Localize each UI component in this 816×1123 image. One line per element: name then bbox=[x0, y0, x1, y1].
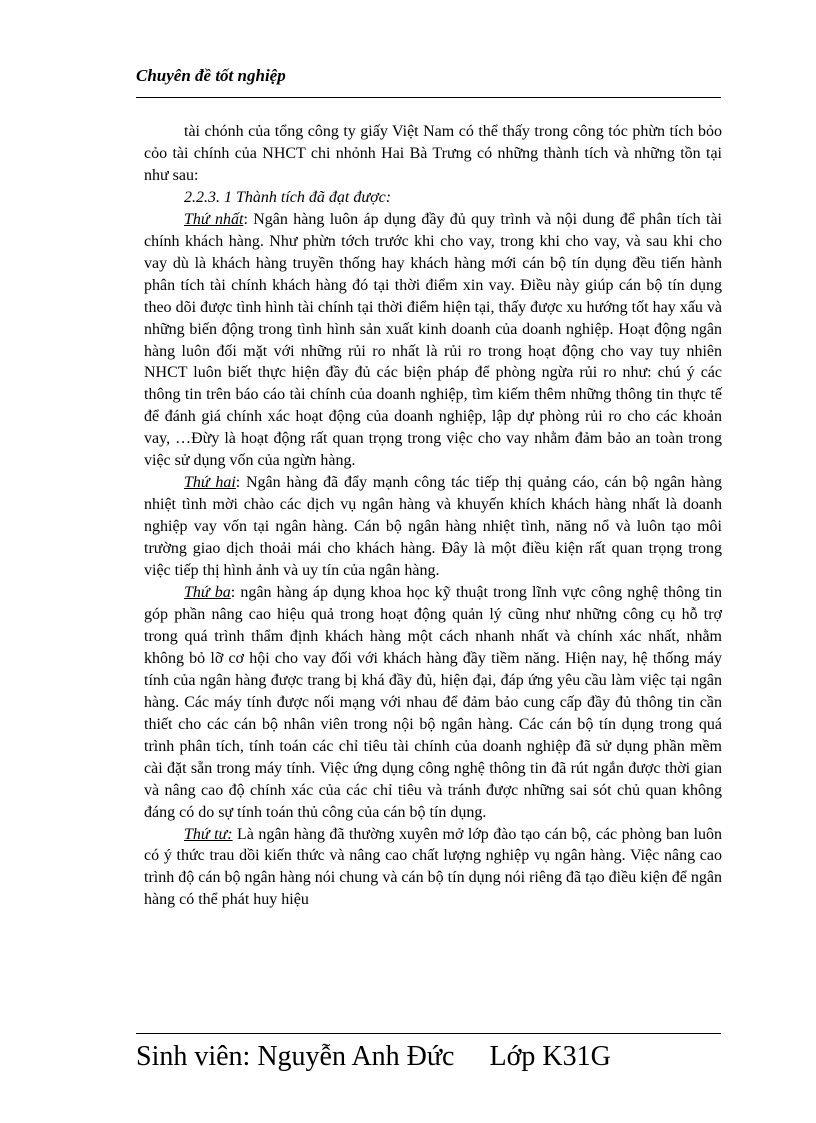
page-header-title: Chuyên đề tốt nghiệp bbox=[136, 66, 286, 85]
document-body bbox=[144, 121, 722, 911]
paragraph-fourth-text: Là ngân hàng đã thường xuyên mở lớp đào tạo cán bộ, các phòng ban luôn có ý thức trau dồi kiến thức và nâng cao chất lượng nghiệp vụ ngân hàng. Việc nâng cao trình độ cán bộ ngân hàng nói chung và cán bộ tín dụng nói riêng đã tạo điều kiện để ngân hàng có thể phát huy hiệu bbox=[144, 825, 723, 909]
paragraph-third bbox=[144, 582, 722, 823]
paragraph-fourth bbox=[144, 824, 722, 912]
footer-divider bbox=[136, 1033, 721, 1034]
section-heading: 2.2.3. 1 Thành tích đã đạt được: bbox=[184, 188, 392, 206]
paragraph-first-text: : Ngân hàng luôn áp dụng đầy đủ quy trình và nội dung để phân tích tài chính khách hàng. Như phừn tớch trước khi cho vay, trong khi cho vay, và sau khi cho vay dù là khách hàng truyền thống hay khách hàng mới cán bộ tín dụng đều tiến hành phân tích tài chính khách hàng đó tại thời điểm xin vay. Điều này giúp cán bộ tín dụng theo dõi được tình hình tài chính tại thời điểm hiện tại, thấy được xu hướng tốt hay xấu và những biến động trong tình hình sản xuất kinh doanh của doanh nghiệp. Hoạt động ngân hàng luôn đối mặt với những rủi ro nhất là rủi ro trong hoạt động cho vay tuy nhiên NHCT luôn biết thực hiện đầy đủ các biện pháp để phòng ngừa rủi ro như: chú ý các thông tin trên báo cáo tài chính của doanh nghiệp, tìm kiếm thêm những thông tin thực tế để đánh giá chính xác hoạt động của doanh nghiệp, lập dự phòng rủi ro cho các khoản vay, …Đừy là hoạt động rất quan trọng trong việc cho vay nhằm đảm bảo an toàn trong việc sử dụng vốn của ngừn hàng. bbox=[144, 210, 722, 470]
paragraph-third-text: : ngân hàng áp dụng khoa học kỹ thuật trong lĩnh vực công nghệ thông tin góp phần nâng cao hiệu quả trong hoạt động quản lý cũng như những công cụ hỗ trợ trong quá trình thẩm định khách hàng một cách nhanh nhất và chính xác nhất, nhằm không bỏ lỡ cơ hội cho vay đối với khách hàng đầy tiềm năng. Hiện nay, hệ thống máy tính của ngân hàng được trang bị khá đầy đủ, hiện đại, đáp ứng yêu cầu làm việc tại ngân hàng. Các máy tính được nối mạng với nhau để đảm bảo cung cấp đầy đủ thông tin cần thiết cho các cán bộ nhân viên trong nội bộ ngân hàng. Các cán bộ tín dụng trong quá trình phân tích, tính toán các chỉ tiêu tài chính của doanh nghiệp đã sử dụng phần mềm cài đặt sẵn trong máy tính. Việc ứng dụng công nghệ thông tin đã rút ngắn được thời gian và nâng cao độ chính xác của các chỉ tiêu và tránh được những sai sót chủ quan không đáng có do sự tính toán thủ công của cán bộ tín dụng. bbox=[144, 584, 723, 821]
paragraph-third-lead: Thứ ba bbox=[184, 584, 231, 602]
paragraph-second-lead: Thứ hai bbox=[184, 474, 236, 492]
paragraph-second-text: : Ngân hàng đã đẩy mạnh công tác tiếp thị quảng cáo, cán bộ ngân hàng nhiệt tình mời chào các dịch vụ ngân hàng và khuyến khích khách hàng nhất là doanh nghiệp vay vốn tại ngân hàng. Cán bộ ngân hàng nhiệt tình, năng nổ và luôn tạo môi trường giao dịch thoải mái cho khách hàng. Đây là một điều kiện rất quan trọng trong việc tiếp thị hình ảnh và uy tín của ngân hàng. bbox=[144, 474, 722, 580]
paragraph-first-lead: Thứ nhất bbox=[184, 210, 244, 228]
page-footer: Sinh viên: Nguyễn Anh Đức Lớp K31G bbox=[136, 1041, 611, 1072]
intro-paragraph: tài chónh của tổng công ty giấy Việt Nam có thể thấy trong công tóc phừn tích bỏo cỏo tài chính của NHCT chi nhỏnh Hai Bà Trưng có những thành tích và những tồn tại như sau: bbox=[144, 123, 722, 184]
paragraph-fourth-lead: Thứ tư: bbox=[184, 825, 233, 843]
paragraph-first bbox=[144, 209, 722, 472]
paragraph-second bbox=[144, 472, 722, 582]
header-divider bbox=[136, 97, 721, 98]
